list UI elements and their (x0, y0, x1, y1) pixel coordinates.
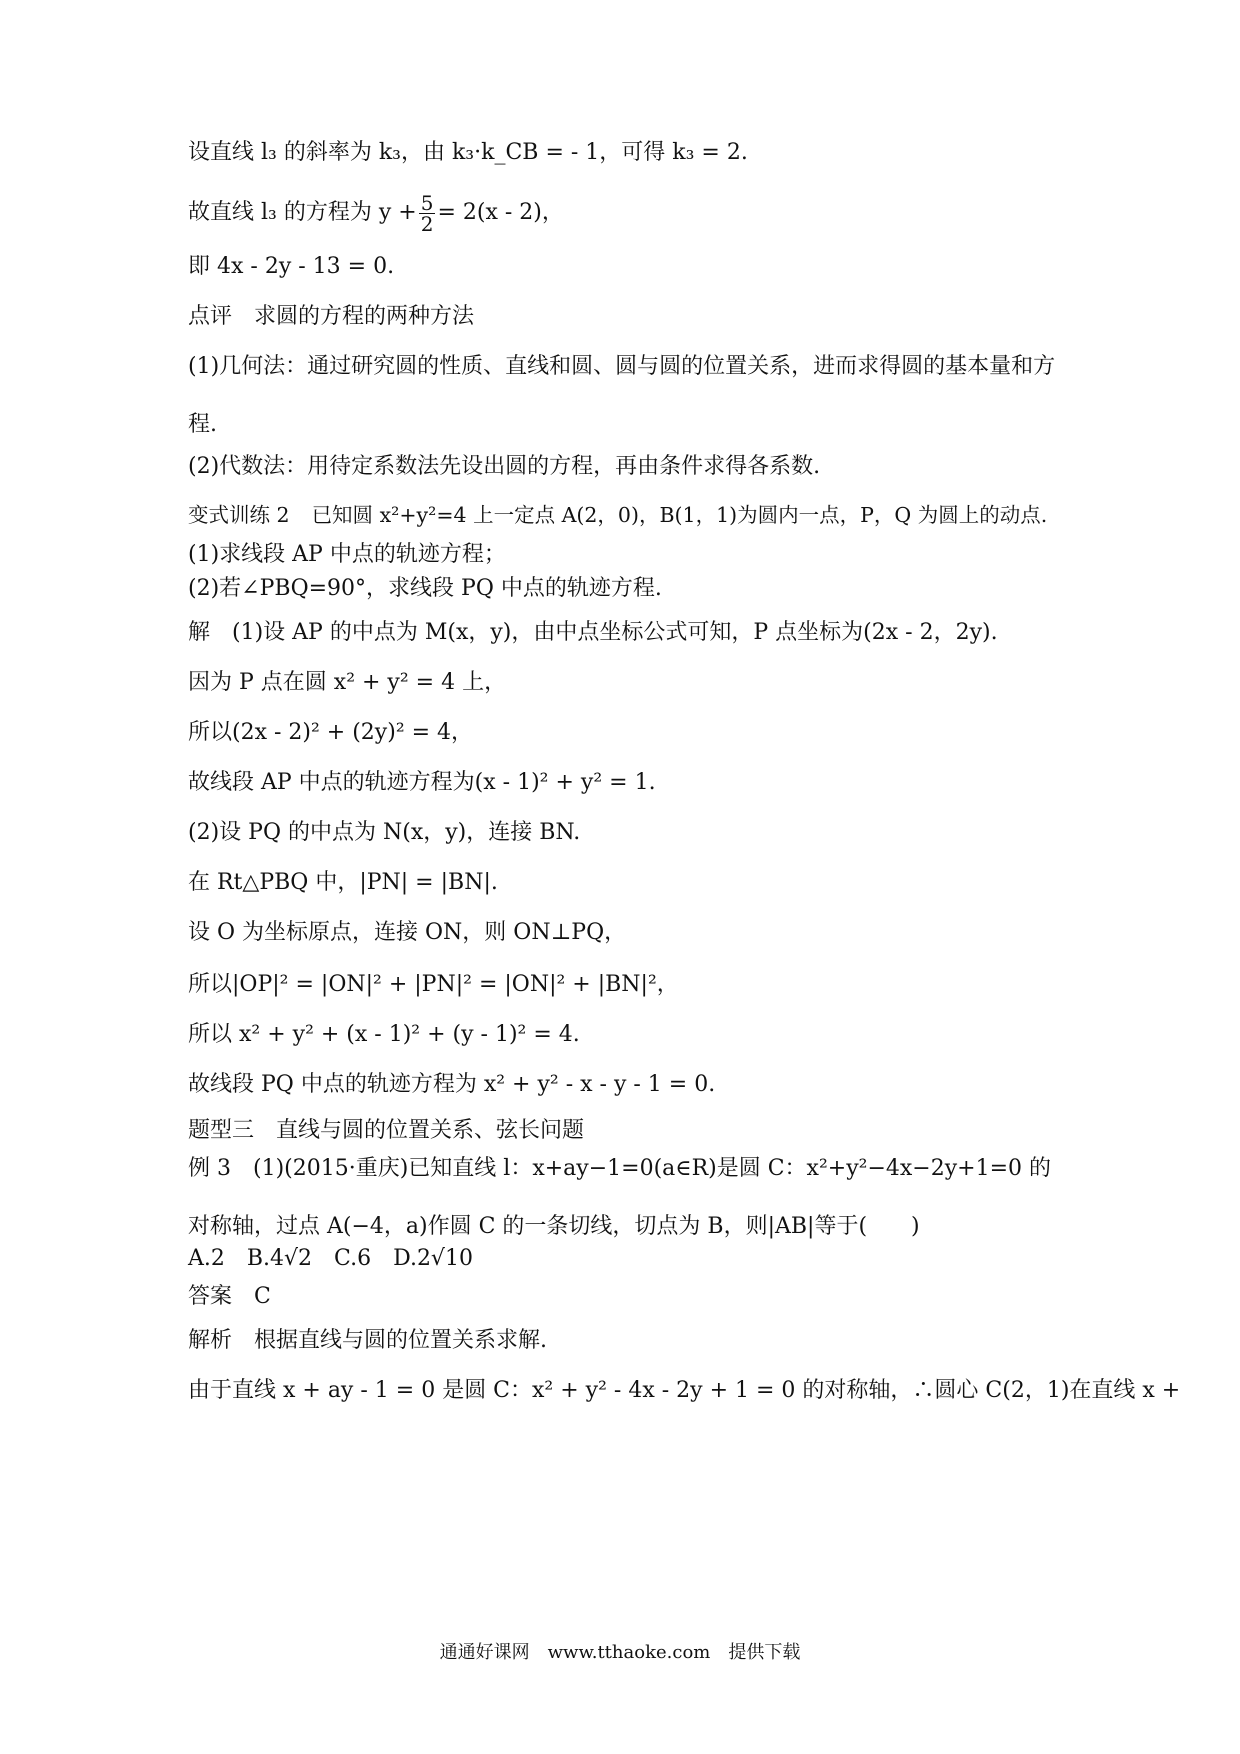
text-line: 设 O 为坐标原点，连接 ON，则 ON⊥PQ， (188, 920, 627, 945)
method-geometric: (1)几何法：通过研究圆的性质、直线和圆、圆与圆的位置关系，进而求得圆的基本量和方程. (188, 354, 1056, 437)
page-footer: 通通好课网 www.tthaoke.com 提供下载 (439, 1642, 801, 1663)
answer-options: A.2 B.4√2 C.6 D.2√10 (188, 1246, 473, 1271)
text-line: 在 Rt△PBQ 中，|PN| = |BN|. (188, 870, 498, 895)
analysis-label: 解析 (188, 1328, 233, 1353)
text-line: 因为 P 点在圆 x² + y² = 4 上， (188, 670, 507, 695)
text-line-equation (188, 190, 1068, 236)
text-line: 由于直线 x + ay - 1 = 0 是圆 C：x² + y² - 4x - 2y + 1 = 0 的对称轴，∴圆心 C(2，1)在直线 x + (188, 1378, 1181, 1403)
text-line-result: 即 4x - 2y - 13 = 0. (188, 254, 395, 279)
equation-prefix: 故直线 l₃ 的方程为 y + (188, 200, 417, 225)
equation-suffix: = 2(x - 2)， (437, 200, 564, 225)
answer-value: C (254, 1284, 271, 1309)
text-line-slope: 设直线 l₃ 的斜率为 k₃，由 k₃·k_CB = - 1，可得 k₃ = 2. (188, 140, 748, 165)
answer-line (188, 1282, 1068, 1312)
text-line: 所以 x² + y² + (x - 1)² + (y - 1)² = 4. (188, 1022, 580, 1047)
method-algebraic: (2)代数法：用待定系数法先设出圆的方程，再由条件求得各系数. (188, 454, 821, 479)
variant-question-2: (2)若∠PBQ=90°，求线段 PQ 中点的轨迹方程. (188, 576, 662, 601)
review-heading (188, 302, 1068, 332)
fraction-numerator: 5 (420, 190, 434, 215)
example-question (188, 1140, 1068, 1256)
variant-heading (188, 500, 1068, 530)
example-label: 例 3 (188, 1156, 231, 1181)
analysis-text: 根据直线与圆的位置关系求解. (254, 1328, 548, 1353)
review-text: 求圆的方程的两种方法 (254, 304, 475, 329)
text-line: (2)设 PQ 的中点为 N(x，y)，连接 BN. (188, 820, 581, 845)
variant-label: 变式训练 2 (188, 503, 290, 527)
text-line: 所以|OP|² = |ON|² + |PN|² = |ON|² + |BN|²， (188, 972, 679, 997)
variant-text: 已知圆 x²+y²=4 上一定点 A(2，0)，B(1，1)为圆内一点，P，Q 为圆上的动点. (311, 503, 1048, 527)
solution-heading (188, 618, 1068, 648)
fraction (419, 190, 436, 236)
solution-text: (1)设 AP 的中点为 M(x，y)，由中点坐标公式可知，P 点坐标为(2x - 2，2y). (232, 620, 998, 645)
solution-label: 解 (188, 620, 211, 645)
variant-question-1: (1)求线段 AP 中点的轨迹方程； (188, 542, 506, 567)
review-label: 点评 (188, 304, 233, 329)
section-title: 直线与圆的位置关系、弦长问题 (276, 1118, 585, 1143)
text-line: 故线段 PQ 中点的轨迹方程为 x² + y² - x - y - 1 = 0. (188, 1072, 716, 1097)
analysis-line (188, 1326, 1068, 1356)
example-text: (1)(2015·重庆)已知直线 l：x+ay−1=0(a∈R)是圆 C：x²+y²−4x−2y+1=0 的对称轴，过点 A(−4，a)作圆 C 的一条切线，切点为 B，则|AB|等于( ) (188, 1156, 1052, 1239)
answer-label: 答案 (188, 1284, 233, 1309)
text-line: 故线段 AP 中点的轨迹方程为(x - 1)² + y² = 1. (188, 770, 656, 795)
section-label: 题型三 (188, 1118, 255, 1143)
fraction-denominator: 2 (420, 211, 434, 236)
text-line: 所以(2x - 2)² + (2y)² = 4， (188, 720, 474, 745)
